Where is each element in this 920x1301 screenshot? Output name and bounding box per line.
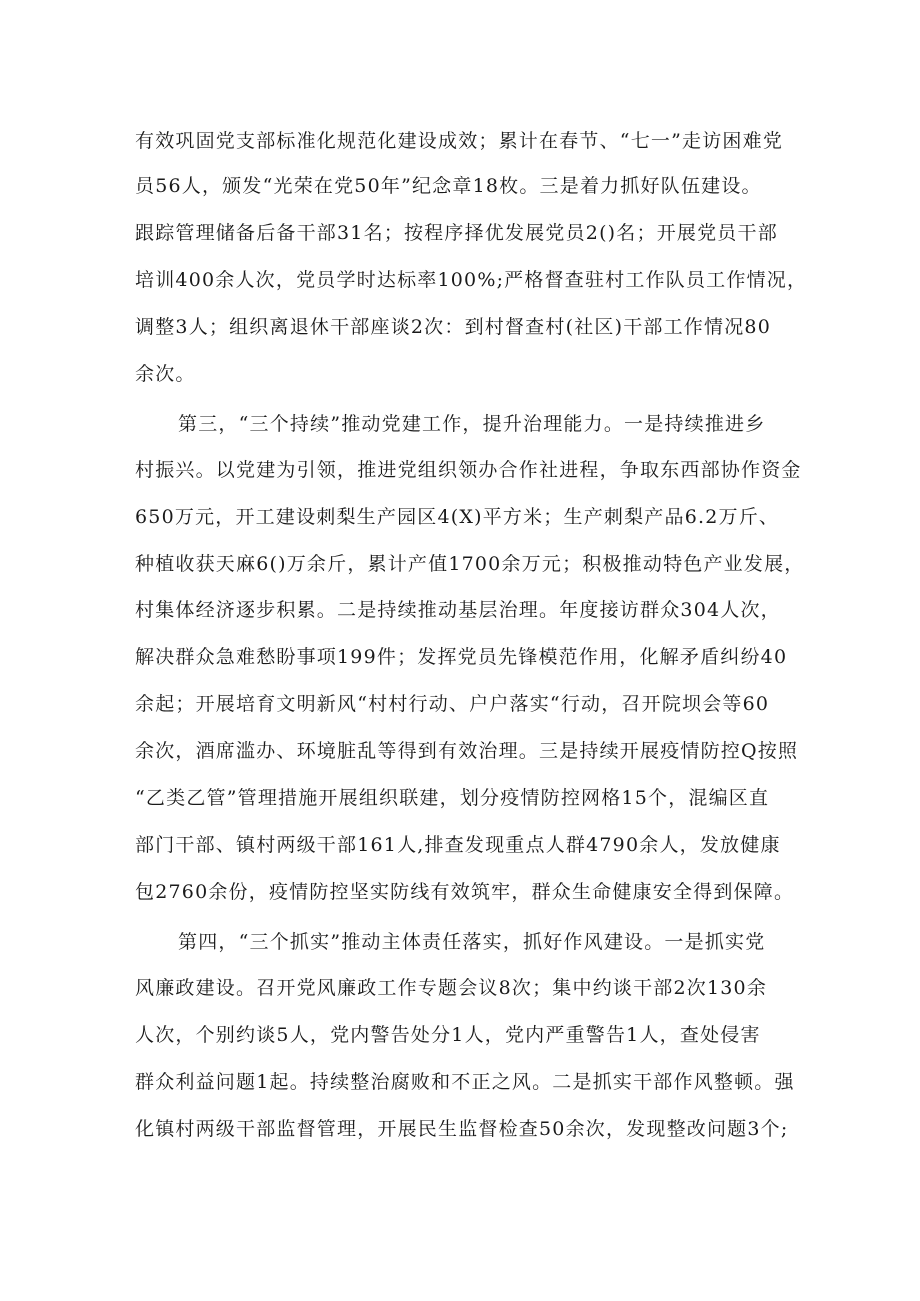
text-line: 培训400余人次，党员学时达标率100%;严格督查驻村工作队员工作情况， xyxy=(135,269,808,291)
text-line: 650万元，开工建设刺梨生产园区4(X)平方米；生产刺梨产品6.2万斤、 xyxy=(135,506,780,528)
text-line: 种植收获天麻6()万余斤，累计产值1700余万元；积极推动特色产业发展， xyxy=(135,553,805,575)
text-line: 包2760余份，疫情防控坚实防线有效筑牢，群众生命健康安全得到保障。 xyxy=(135,881,795,903)
text-line: 群众利益问题1起。持续整治腐败和不正之风。二是抓实干部作风整顿。强 xyxy=(135,1071,795,1093)
paragraph-first-line: 第三，“三个持续”推动党建工作，提升治理能力。一是持续推进乡 xyxy=(178,413,766,435)
text-line: “乙类乙管”管理措施开展组织联建，划分疫情防控网格15个，混编区直 xyxy=(135,787,770,809)
paragraph-first-line: 第四，“三个抓实”推动主体责任落实，抓好作风建设。一是抓实党 xyxy=(178,931,766,953)
text-line: 员56人，颁发“光荣在党50年”纪念章18枚。三是着力抓好队伍建设。 xyxy=(135,175,762,197)
text-line: 风廉政建设。召开党风廉政工作专题会议8次；集中约谈干部2次130余 xyxy=(135,977,768,999)
text-line: 村振兴。以党建为引领，推进党组织领办合作社进程，争取东西部协作资金 xyxy=(135,459,802,481)
text-line: 解决群众急难愁盼事项199件；发挥党员先锋模范作用，化解矛盾纠纷40 xyxy=(135,646,788,668)
text-line: 化镇村两级干部监督管理，开展民生监督检查50余次，发现整改问题3个; xyxy=(135,1118,789,1140)
text-line: 村集体经济逐步积累。二是持续推动基层治理。年度接访群众304人次， xyxy=(135,599,781,621)
text-line: 有效巩固党支部标准化规范化建设成效；累计在春节、“七一”走访困难党 xyxy=(135,130,784,152)
text-line: 调整3人；组织离退休干部座谈2次：到村督查村(社区)干部工作情况80 xyxy=(135,316,771,338)
text-line: 部门干部、镇村两级干部161人,排查发现重点人群4790余人，发放健康 xyxy=(135,834,781,856)
text-line: 人次，个别约谈5人，党内警告处分1人，党内严重警告1人，查处侵害 xyxy=(135,1024,761,1046)
text-line: 余次。 xyxy=(135,363,196,385)
text-line: 余起；开展培育文明新风“村村行动、户户落实“行动，召开院坝会等60 xyxy=(135,693,770,715)
text-line: 跟踪管理储备后备干部31名；按程序择优发展党员2()名；开展党员干部 xyxy=(135,222,778,244)
text-line: 余次，酒席滥办、环境脏乱等得到有效治理。三是持续开展疫情防控Q按照 xyxy=(135,740,799,762)
